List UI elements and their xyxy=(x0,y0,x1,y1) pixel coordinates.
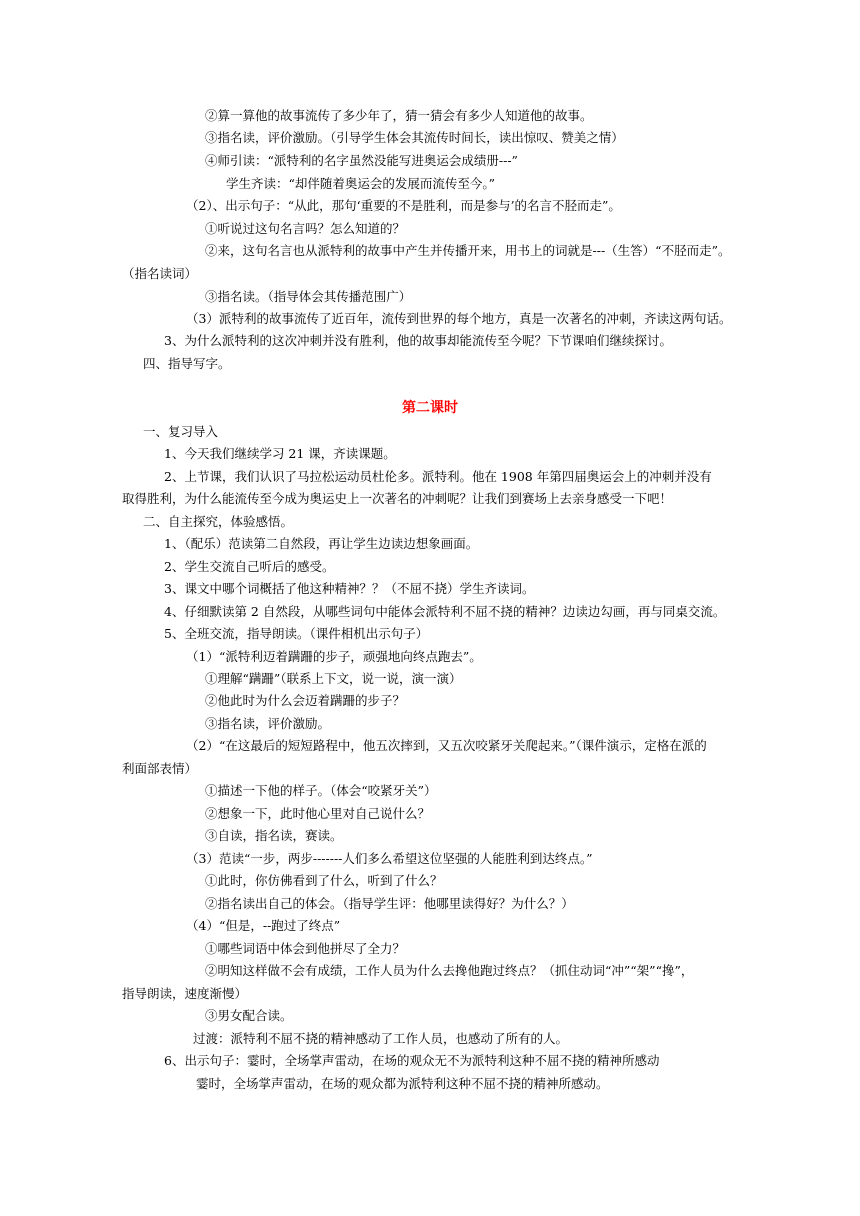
paragraph-line: 2、学生交流自己听后的感受。 xyxy=(164,559,335,574)
paragraph-line: ②明知这样做不会有成绩，工作人员为什么去搀他跑过终点？（抓住动词“冲”“架”“搀”， xyxy=(205,963,694,978)
paragraph-line: ③指名读，评价激励。（引导学生体会其流传时间长，读出惊叹、赞美之情） xyxy=(205,130,624,145)
paragraph-line: ①此时，你仿佛看到了什么，听到了什么？ xyxy=(205,873,443,888)
paragraph-line: 过渡：派特利不屈不挠的精神感动了工作人员，也感动了所有的人。 xyxy=(193,1031,569,1046)
paragraph-line: ①哪些词语中体会到他拼尽了全力？ xyxy=(205,941,406,956)
paragraph-line: （4）“但是，--跑过了终点” xyxy=(186,918,341,933)
paragraph-line: 1、今天我们继续学习 21 课，齐读课题。 xyxy=(164,446,396,461)
paragraph-line: （2）、出示句子：“从此，那句‘重要的不是胜利，而是参与’的名言不胫而走”。 xyxy=(186,198,621,213)
paragraph-line: ③指名读，评价激励。 xyxy=(205,716,331,731)
paragraph-line: 取得胜利，为什么能流传至今成为奥运史上一次著名的冲刺呢？让我们到赛场上去亲身感受一下吧！ xyxy=(122,491,673,506)
paragraph-line: ④师引读：“派特利的名字虽然没能写进奥运会成绩册---” xyxy=(205,153,518,168)
paragraph-line: 指导朗读，速度渐慢） xyxy=(122,986,248,1001)
paragraph-line: （指名读词） xyxy=(122,266,198,281)
lesson-heading: 第二课时 xyxy=(402,400,458,416)
paragraph-line: ②他此时为什么会迈着蹒跚的步子？ xyxy=(205,693,406,708)
paragraph-line: 2、上节课，我们认识了马拉松运动员杜伦多。派特利。他在 1908 年第四届奥运会上的冲刺并没有 xyxy=(164,469,712,484)
paragraph-line: ②指名读出自己的体会。（指导学生评：他哪里读得好？为什么？） xyxy=(205,896,574,911)
paragraph-line: 1、（配乐）范读第二自然段，再让学生边读边想象画面。 xyxy=(164,536,479,551)
paragraph-line: ③男女配合读。 xyxy=(205,1008,293,1023)
paragraph-line: 5、全班交流，指导朗读。（课件相机出示句子） xyxy=(164,626,429,641)
paragraph-line: ②算一算他的故事流传了多少年了，猜一猜会有多少人知道他的故事。 xyxy=(205,108,593,123)
paragraph-line: ③自读，指名读，赛读。 xyxy=(205,828,343,843)
paragraph-line: （1）“派特利迈着蹒跚的步子，顽强地向终点跑去”。 xyxy=(186,649,482,664)
paragraph-line: 二、自主探究，体验感悟。 xyxy=(143,514,294,529)
paragraph-line: （3）范读“一步，两步-------人们多么希望这位坚强的人能胜利到达终点。” xyxy=(186,851,593,866)
paragraph-line: 6、出示句子：霎时，全场掌声雷动，在场的观众无不为派特利这种不屈不挠的精神所感动 xyxy=(164,1053,660,1068)
paragraph-line: 利面部表情） xyxy=(122,761,198,776)
paragraph-line: ②想象一下，此时他心里对自己说什么？ xyxy=(205,806,431,821)
paragraph-line: 四、指导写字。 xyxy=(143,356,231,371)
paragraph-line: （3）派特利的故事流传了近百年，流传到世界的每个地方，真是一次著名的冲刺，齐读这两句话。 xyxy=(186,311,732,326)
paragraph-line: 霎时，全场掌声雷动，在场的观众都为派特利这种不屈不挠的精神所感动。 xyxy=(196,1076,609,1091)
paragraph-line: ③指名读。（指导体会其传播范围广） xyxy=(205,289,412,304)
paragraph-line: ①描述一下他的样子。（体会“咬紧牙关”） xyxy=(205,783,437,798)
paragraph-line: 3、课文中哪个词概括了他这种精神？？（不屈不挠）学生齐读词。 xyxy=(164,581,535,596)
paragraph-line: ②来，这句名言也从派特利的故事中产生并传播开来，用书上的词就是---（生答）“不胫而走”。 xyxy=(205,243,731,258)
paragraph-line: 学生齐读：“却伴随着奥运会的发展而流传至今。” xyxy=(226,176,496,191)
paragraph-line: 4、仔细默读第 2 自然段，从哪些词句中能体会派特利不屈不挠的精神？边读边勾画，再与同桌交流。 xyxy=(164,604,726,619)
paragraph-line: 3、为什么派特利的这次冲刺并没有胜利，他的故事却能流传至今呢？下节课咱们继续探讨。 xyxy=(164,333,672,348)
paragraph-line: ①理解“蹒跚”（联系上下文，说一说，演一演） xyxy=(205,671,462,686)
paragraph-line: （2）“在这最后的短短路程中，他五次摔到，又五次咬紧牙关爬起来。”（课件演示，定格在派的 xyxy=(186,738,707,753)
paragraph-line: 一、复习导入 xyxy=(143,424,219,439)
paragraph-line: ①听说过这句名言吗？怎么知道的？ xyxy=(205,221,406,236)
